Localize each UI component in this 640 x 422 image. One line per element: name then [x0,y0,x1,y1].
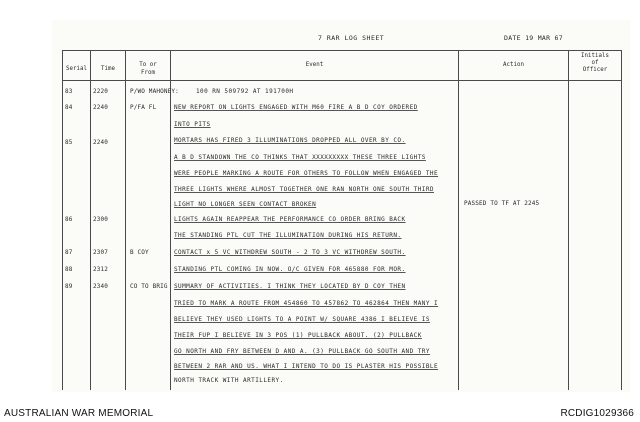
col-header-action: Action [503,62,524,68]
row-87-serial: 87 [65,249,73,256]
table-left-border [62,50,63,390]
event-line: A B D STANDOWN THE CO THINKS THAT XXXXXXXXX THESE THREE LIGHTS [174,154,426,161]
row-88-serial: 88 [65,266,73,273]
sheet-title: 7 RAR LOG SHEET [318,34,385,42]
action-note: PASSED TO TF AT 2245 [464,200,540,207]
col-header-from: From [141,70,155,76]
row-88-time: 2312 [93,266,109,273]
archive-credit: AUSTRALIAN WAR MEMORIAL [4,408,154,419]
table-top-border [62,50,622,51]
col-divider-time [125,50,126,390]
event-line: STANDING PTL COMING IN NOW. O/C GIVEN FOR 465880 FOR MOR. [174,266,406,273]
row-83-from: P/WO MAHONEY: [130,88,179,95]
event-line: THREE LIGHTS WHERE ALMOST TOGETHER ONE RAN NORTH ONE SOUTH THIRD [174,186,434,193]
col-header-initials: Initials [581,53,609,59]
row-89-from: CO TO BRIG [130,283,168,290]
row-84-serial: 84 [65,104,73,111]
row-86-serial: 86 [65,216,73,223]
row-85-serial: 85 [65,139,73,146]
table-right-border [621,50,622,390]
col-header-serial: Serial [66,66,87,72]
event-line: 100 RN 509792 AT 191700H [196,88,294,95]
event-line: THEIR FUP I BELIEVE IN 3 POS (1) PULLBACK ABOUT. (2) PULLBACK [174,332,422,339]
row-89-serial: 89 [65,283,73,290]
row-87-from: B COY [130,249,149,256]
event-line: LIGHTS AGAIN REAPPEAR THE PERFORMANCE CO ORDER BRING BACK [174,216,406,223]
col-header-initials-of: of [591,60,599,66]
col-header-initials-officer: Officer [582,67,608,73]
row-84-time: 2240 [93,104,109,111]
sheet-date: DATE 19 MAR 67 [504,34,563,42]
event-line: MORTARS HAS FIRED 3 ILLUMINATIONS DROPPED ALL OVER BY CO. [174,137,406,144]
row-85-time: 2240 [93,139,109,146]
col-header-time: Time [101,66,115,72]
event-line: NEW REPORT ON LIGHTS ENGAGED WITH M60 FIRE A B D COY ORDERED [174,104,418,111]
row-89-time: 2340 [93,283,109,290]
col-divider-serial [90,50,91,390]
event-line: GO NORTH AND FRY BETWEEN D AND A. (3) PULLBACK GO SOUTH AND TRY [174,348,430,355]
col-header-event: Event [305,62,324,68]
row-84-from: P/FA FL [130,104,157,111]
event-line: NORTH TRACK WITH ARTILLERY. [174,377,284,384]
archive-reference: RCDIG1029366 [560,408,634,419]
event-line: THE STANDING PTL CUT THE ILLUMINATION DURING HIS RETURN. [174,232,402,239]
row-83-serial: 83 [65,88,73,95]
col-divider-from [170,50,171,390]
event-line: LIGHT NO LONGER SEEN CONTACT BROKEN [174,201,317,208]
event-line: BELIEVE THEY USED LIGHTS TO A POINT W/ SQUARE 4386 I BELIEVE IS [174,316,430,323]
col-divider-event [458,50,459,390]
table-header-bottom-border [62,80,622,81]
row-83-time: 2220 [93,88,109,95]
col-divider-action [568,50,569,390]
event-line: INTO PITS [174,121,211,128]
col-header-to-or: To or [139,62,157,68]
event-line: BETWEEN 2 RAR AND US. WHAT I INTEND TO DO IS PLASTER HIS POSSIBLE [174,363,439,370]
event-line: TRIED TO MARK A ROUTE FROM 454860 TO 457862 TO 462864 THEN MANY I [174,300,439,307]
event-line: CONTACT x 5 VC WITHDREW SOUTH - 2 TO 3 VC WITHDREW SOUTH. [174,249,406,256]
row-86-time: 2300 [93,216,109,223]
event-line: SUMMARY OF ACTIVITIES. I THINK THEY LOCATED BY D COY THEN [174,283,406,290]
row-87-time: 2307 [93,249,109,256]
event-line: WERE PEOPLE MARKING A ROUTE FOR OTHERS TO FOLLOW WHEN ENGAGED THE [174,170,439,177]
